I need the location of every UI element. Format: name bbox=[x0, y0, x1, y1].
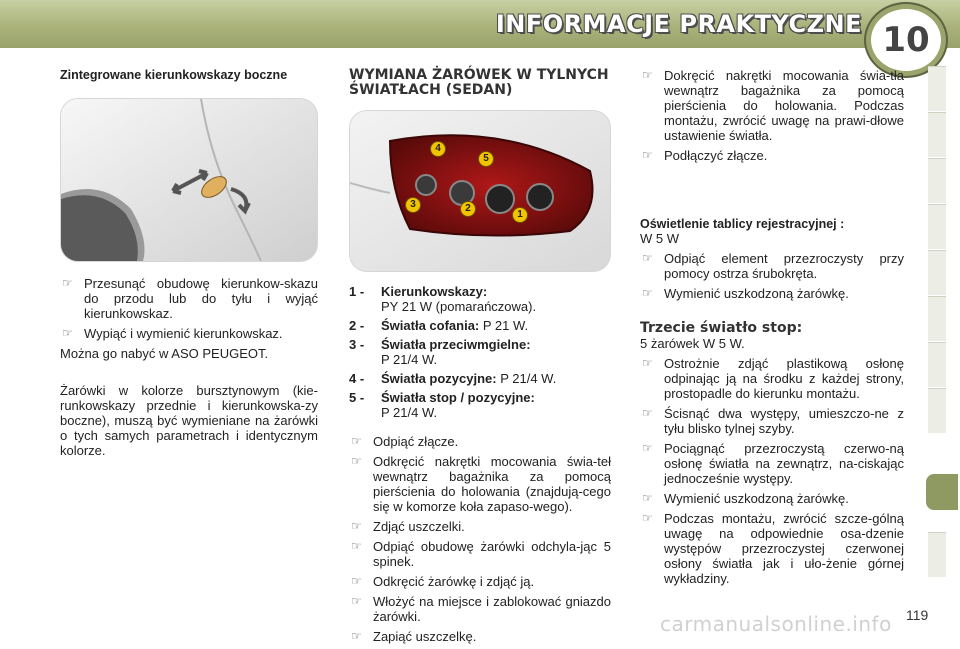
section-heading: Zintegrowane kierunkowskazy boczne bbox=[60, 68, 288, 82]
side-indicator-illustration bbox=[61, 99, 317, 261]
list-item: ☞ Włożyć na miejsce i zablokować gniazdo żarówki. bbox=[351, 594, 611, 624]
bulb-item: 5 - Światła stop / pozycyjne: P 21/4 W. bbox=[349, 390, 535, 420]
third-stop-section bbox=[640, 321, 904, 586]
pointing-hand-icon: ☞ bbox=[642, 491, 653, 505]
pointing-hand-icon: ☞ bbox=[351, 519, 362, 533]
list-item: ☞ Przesunąć obudowę kierunkow-skazu do przodu lub do tyłu i wyjąć kierunkowskaz. bbox=[62, 276, 318, 321]
pointing-hand-icon: ☞ bbox=[351, 629, 362, 643]
section-title: WYMIANA ŻARÓWEK W TYLNYCH ŚWIATŁACH (SEDAN) bbox=[349, 67, 609, 98]
column-side-indicators bbox=[60, 68, 318, 463]
page-title: INFORMACJE PRAKTYCZNE bbox=[495, 10, 862, 38]
list-item: ☞ Pociągnąć przezroczystą czerwo-ną osłonę światła na zewnątrz, na-ciskając jednocześnie występy. bbox=[642, 441, 904, 486]
pointing-hand-icon: ☞ bbox=[642, 441, 653, 455]
chapter-tab[interactable] bbox=[928, 204, 946, 249]
pointing-hand-icon: ☞ bbox=[351, 594, 362, 608]
third-stop-title: Trzecie światło stop: bbox=[640, 320, 803, 336]
chapter-tab[interactable] bbox=[928, 112, 946, 157]
chapter-badge: 10 bbox=[866, 4, 946, 76]
pointing-hand-icon: ☞ bbox=[351, 434, 362, 448]
list-item: ☞ Odpiąć złącze. bbox=[351, 434, 459, 449]
pointing-hand-icon: ☞ bbox=[642, 356, 653, 370]
pointing-hand-icon: ☞ bbox=[62, 276, 73, 290]
pointing-hand-icon: ☞ bbox=[642, 406, 653, 420]
bulb-marker-2: 2 bbox=[460, 201, 476, 217]
plate-light-heading: Oświetlenie tablicy rejestracyjnej : bbox=[640, 217, 845, 231]
list-item: ☞ Podłączyć złącze. bbox=[642, 148, 768, 163]
amber-bulbs-paragraph: Żarówki w kolorze bursztynowym (kie-runkowskazy przednie i kierunkowska-zy boczne), muszą być wymieniane na żarówki o tych samych parametrach i identycznym kolorze. bbox=[60, 383, 318, 458]
pointing-hand-icon: ☞ bbox=[351, 539, 362, 553]
pointing-hand-icon: ☞ bbox=[642, 286, 653, 300]
bulb-item: 4 - Światła pozycyjne: P 21/4 W. bbox=[349, 371, 557, 386]
plate-light-section bbox=[640, 217, 904, 301]
watermark: carmanualsonline.info bbox=[660, 612, 892, 636]
bulb-item: 2 - Światła cofania: P 21 W. bbox=[349, 318, 529, 333]
bulb-item: 3 - Światła przeciwmgielne: P 21/4 W. bbox=[349, 337, 531, 367]
chapter-tab[interactable] bbox=[928, 532, 946, 577]
bulb-marker-3: 3 bbox=[405, 197, 421, 213]
list-item: ☞ Wymienić uszkodzoną żarówkę. bbox=[642, 491, 849, 506]
procedure-list bbox=[349, 434, 611, 644]
list-item: ☞ Zapiąć uszczelkę. bbox=[351, 629, 477, 644]
chapter-tab[interactable] bbox=[928, 158, 946, 203]
bulb-marker-1: 1 bbox=[512, 207, 528, 223]
bulb-marker-4: 4 bbox=[430, 141, 446, 157]
column-reassembly bbox=[640, 68, 904, 591]
list-item: ☞ Odkręcić żarówkę i zdjąć ją. bbox=[351, 574, 535, 589]
pointing-hand-icon: ☞ bbox=[642, 148, 653, 162]
list-item: ☞ Dokręcić nakrętki mocowania świa-tła wewnątrz bagażnika za pomocą pierścienia do holowania. Podczas montażu, zwrócić uwagę na prawi-dłowe ustawienie światła. bbox=[642, 68, 904, 143]
list-item: ☞ Podczas montażu, zwrócić szcze-gólną uwagę na odpowiednie osa-dzenie występów przezroczystej czerwonej osłony światła jak i uło-żenie górnej wykładziny. bbox=[642, 511, 904, 586]
pointing-hand-icon: ☞ bbox=[62, 326, 73, 340]
list-item: ☞ Odpiąć element przezroczysty przy pomocy ostrza śrubokręta. bbox=[642, 251, 904, 281]
column-rear-lights bbox=[349, 68, 611, 649]
list-item: ☞ Zdjąć uszczelki. bbox=[351, 519, 465, 534]
list-item: ☞ Odkręcić nakrętki mocowania świa-teł wewnątrz bagażnika za pomocą pierścienia do holowania (znajdują-cego się w komorze koła zapaso-wego). bbox=[351, 454, 611, 514]
availability-note: Można go nabyć w ASO PEUGEOT. bbox=[60, 346, 269, 361]
third-stop-bulbs: 5 żarówek W 5 W. bbox=[640, 336, 745, 351]
list-item: ☞ Wypiąć i wymienić kierunkowskaz. bbox=[62, 326, 283, 341]
pointing-hand-icon: ☞ bbox=[642, 511, 653, 525]
pointing-hand-icon: ☞ bbox=[351, 574, 362, 588]
list-item: ☞ Ścisnąć dwa występy, umieszczo-ne z tyłu blisko tylnej szyby. bbox=[642, 406, 904, 436]
bulb-list bbox=[349, 284, 611, 420]
chapter-tab[interactable] bbox=[928, 296, 946, 341]
plate-light-bulb: W 5 W bbox=[640, 231, 679, 246]
list-item: ☞ Ostrożnie zdjąć plastikową osłonę odpinając ją na środku z każdej strony, prostopadle do kierunku montażu. bbox=[642, 356, 904, 401]
rear-light-illustration bbox=[350, 111, 610, 271]
chapter-tab[interactable] bbox=[928, 250, 946, 295]
bulb-marker-5: 5 bbox=[478, 151, 494, 167]
chapter-tab[interactable] bbox=[928, 388, 946, 433]
bulb-item: 1 - Kierunkowskazy: PY 21 W (pomarańczowa). bbox=[349, 284, 537, 314]
chapter-tab[interactable] bbox=[928, 342, 946, 387]
chapter-tab-active[interactable] bbox=[926, 474, 958, 510]
list-item: ☞ Odpiąć obudowę żarówki odchyla-jąc 5 spinek. bbox=[351, 539, 611, 569]
pointing-hand-icon: ☞ bbox=[642, 68, 653, 82]
page-number: 119 bbox=[906, 607, 929, 623]
chapter-tab[interactable] bbox=[928, 66, 946, 111]
side-indicator-photo bbox=[60, 98, 318, 262]
pointing-hand-icon: ☞ bbox=[642, 251, 653, 265]
list-item: ☞ Wymienić uszkodzoną żarówkę. bbox=[642, 286, 849, 301]
pointing-hand-icon: ☞ bbox=[351, 454, 362, 468]
header-bar bbox=[0, 0, 960, 60]
rear-light-photo bbox=[349, 110, 611, 272]
chapter-tabs bbox=[928, 66, 948, 576]
